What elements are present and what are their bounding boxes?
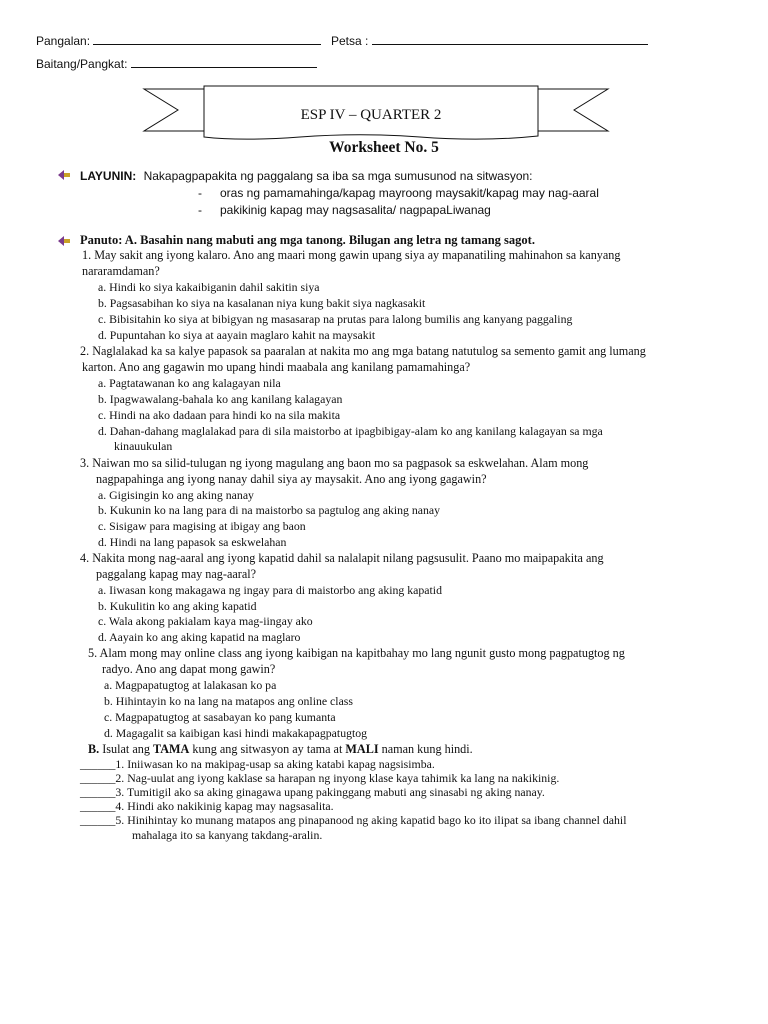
q3-option-b[interactable]: b. Kukunin ko na lang para di na maistorbo sa pagtulog ang aking nanay xyxy=(98,503,441,517)
q5-option-c[interactable]: c. Magpapatugtog at sasabayan ko pang kumanta xyxy=(104,710,336,724)
question-2: 2. Naglalakad ka sa kalye papasok sa paaralan at nakita mo ang mga batang natutulog sa semento gamit ang lumang xyxy=(80,344,646,358)
q1-option-b[interactable]: b. Pagsasabihan ko siya na kasalanan niya kung bakit siya nagkasakit xyxy=(98,296,426,310)
question-4: 4. Nakita mong nag-aaral ang iyong kapatid dahil sa nalalapit nilang pagsusulit. Paano mo maipapakita ang xyxy=(80,551,604,565)
objective-item: - pakikinig kapag may nagsasalita/ nagpapaLiwanag xyxy=(198,203,491,217)
q2-option-b[interactable]: b. Ipagwawalang-bahala ko ang kanilang kalagayan xyxy=(98,392,343,406)
q4-option-d[interactable]: d. Aayain ko ang aking kapatid na maglaro xyxy=(98,630,301,644)
question-5: 5. Alam mong may online class ang iyong kaibigan na kapitbahay mo lang ngunit gusto mong pagpatugtog ng xyxy=(88,646,625,660)
part-b-label: B. xyxy=(88,742,100,756)
question-5-cont: radyo. Ano ang dapat mong gawin? xyxy=(102,662,276,676)
q2-option-d-cont: kinauukulan xyxy=(114,439,173,453)
q5-option-b[interactable]: b. Hihintayin ko na lang na matapos ang online class xyxy=(104,694,353,708)
part-b-item-1[interactable]: ______1. Iniiwasan ko na makipag-usap sa aking katabi kapag nagsisimba. xyxy=(80,757,435,771)
q1-option-d[interactable]: d. Pupuntahan ko siya at aayain maglaro kahit na maysakit xyxy=(98,328,376,342)
q3-option-d[interactable]: d. Hindi na lang papasok sa eskwelahan xyxy=(98,535,287,549)
question-4-cont: paggalang kapag may nag-aaral? xyxy=(96,567,257,581)
instructions-a: Panuto: A. Basahin nang mabuti ang mga tanong. Bilugan ang letra ng tamang sagot. xyxy=(80,233,535,247)
tama-keyword: TAMA xyxy=(153,742,190,756)
q5-option-d[interactable]: d. Magagalit sa kaibigan kasi hindi makakapagpatugtog xyxy=(104,726,368,740)
q2-option-a[interactable]: a. Pagtatawanan ko ang kalagayan nila xyxy=(98,376,281,390)
title-banner xyxy=(0,0,768,160)
objective xyxy=(80,169,533,183)
bullet-icon xyxy=(58,236,70,246)
q4-option-c[interactable]: c. Wala akong pakialam kaya mag-iingay ako xyxy=(98,614,313,628)
objective-label: LAYUNIN: xyxy=(80,169,137,183)
date-label: Petsa : xyxy=(331,34,369,48)
question-1: 1. May sakit ang iyong kalaro. Ano ang maari mong gawin upang siya ay mapanatiling mahinahon sa kanyang xyxy=(82,248,621,262)
part-b-item-2[interactable]: ______2. Nag-uulat ang iyong kaklase sa harapan ng inyong klase kaya tahimik ka lang na nakikinig. xyxy=(80,771,560,785)
objective-item: - oras ng pamamahinga/kapag mayroong maysakit/kapag may nag-aaral xyxy=(198,186,599,200)
q1-option-a[interactable]: a. Hindi ko siya kakaibiganin dahil sakitin siya xyxy=(98,280,320,294)
bullet-icon xyxy=(58,170,70,180)
q5-option-a[interactable]: a. Magpapatugtog at lalakasan ko pa xyxy=(104,678,277,692)
grade-label: Baitang/Pangkat: xyxy=(36,57,128,71)
mali-keyword: MALI xyxy=(345,742,379,756)
q2-option-d[interactable]: d. Dahan-dahang maglalakad para di sila maistorbo at ipagbibigay-alam ko ang kanilang kalagayan sa mga xyxy=(98,424,603,438)
question-2-cont: karton. Ano ang gagawin mo upang hindi maabala ang kanilang pamamahinga? xyxy=(82,360,471,374)
question-3: 3. Naiwan mo sa silid-tulugan ng iyong magulang ang baon mo sa pagpasok sa eskwelahan. Alam mong xyxy=(80,456,589,470)
worksheet-title: Worksheet No. 5 xyxy=(329,139,439,156)
objective-text: Nakapagpapakita ng paggalang sa iba sa mga sumusunod na sitwasyon: xyxy=(143,169,533,183)
question-1-cont: nararamdaman? xyxy=(82,264,160,278)
name-label: Pangalan: xyxy=(36,34,91,48)
banner-title: ESP IV – QUARTER 2 xyxy=(300,107,442,123)
part-b-item-3[interactable]: ______3. Tumitigil ako sa aking ginagawa upang pakinggang mabuti ang sinasabi ng aking nanay. xyxy=(80,785,545,799)
q2-option-c[interactable]: c. Hindi na ako dadaan para hindi ko na sila makita xyxy=(98,408,341,422)
instructions-b: B. Isulat ang TAMA kung ang sitwasyon ay tama at MALI naman kung hindi. xyxy=(88,742,473,756)
q4-option-b[interactable]: b. Kukulitin ko ang aking kapatid xyxy=(98,599,257,613)
q3-option-c[interactable]: c. Sisigaw para magising at ibigay ang baon xyxy=(98,519,306,533)
q4-option-a[interactable]: a. Iiwasan kong makagawa ng ingay para di maistorbo ang aking kapatid xyxy=(98,583,442,597)
part-b-item-4[interactable]: ______4. Hindi ako nakikinig kapag may nagsasalita. xyxy=(80,799,334,813)
question-3-cont: nagpapahinga ang iyong nanay dahil siya ay maysakit. Ano ang iyong gagawin? xyxy=(96,472,487,486)
q3-option-a[interactable]: a. Gigisingin ko ang aking nanay xyxy=(98,488,254,502)
part-b-item-5[interactable]: ______5. Hinihintay ko munang matapos ang pinapanood ng aking kapatid bago ko ito ilipat sa ibang channel dahil xyxy=(80,813,627,827)
part-b-item-5-cont: mahalaga ito sa kanyang takdang-aralin. xyxy=(132,828,323,842)
q1-option-c[interactable]: c. Bibisitahin ko siya at bibigyan ng masasarap na prutas para lalong bumilis ang kanyang paggaling xyxy=(98,312,573,326)
